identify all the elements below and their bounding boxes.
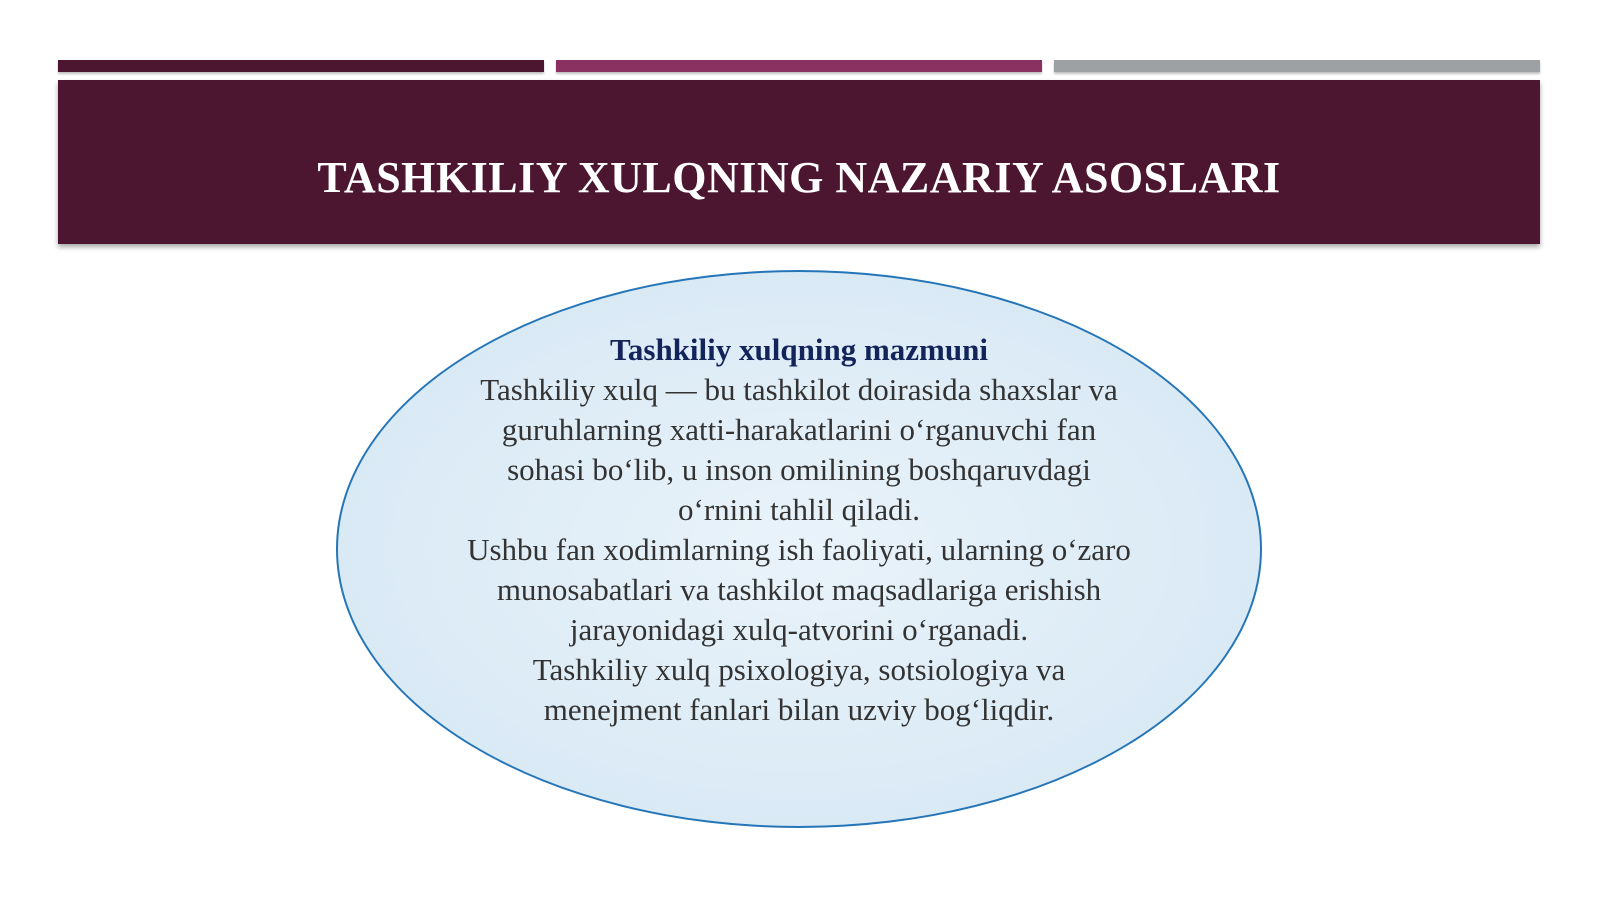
content-heading: Tashkiliy xulqning mazmuni — [610, 332, 988, 367]
content-paragraph-3: Tashkiliy xulq psixologiya, sotsiologiya va menejment fanlari bilan uzviy bog‘liqdir. — [532, 652, 1066, 727]
ellipse-content — [466, 330, 1132, 730]
title-band — [58, 80, 1540, 244]
content-paragraph-2: Ushbu fan xodimlarning ish faoliyati, ularning o‘zaro munosabatlari va tashkilot maqsadlariga erishish jarayonidagi xulq-atvorini o‘rganadi. — [467, 532, 1131, 647]
accent-bar-gray — [1054, 60, 1540, 72]
accent-bar-dark — [58, 60, 544, 72]
accent-bar-magenta — [556, 60, 1042, 72]
content-paragraph-1: Tashkiliy xulq — bu tashkilot doirasida shaxslar va guruhlarning xatti-harakatlarini o‘rganuvchi fan sohasi bo‘lib, u inson omilining boshqaruvdagi o‘rnini tahlil qiladi. — [480, 372, 1118, 527]
slide-title: TASHKILIY XULQNING NAZARIY ASOSLARI — [317, 152, 1281, 202]
